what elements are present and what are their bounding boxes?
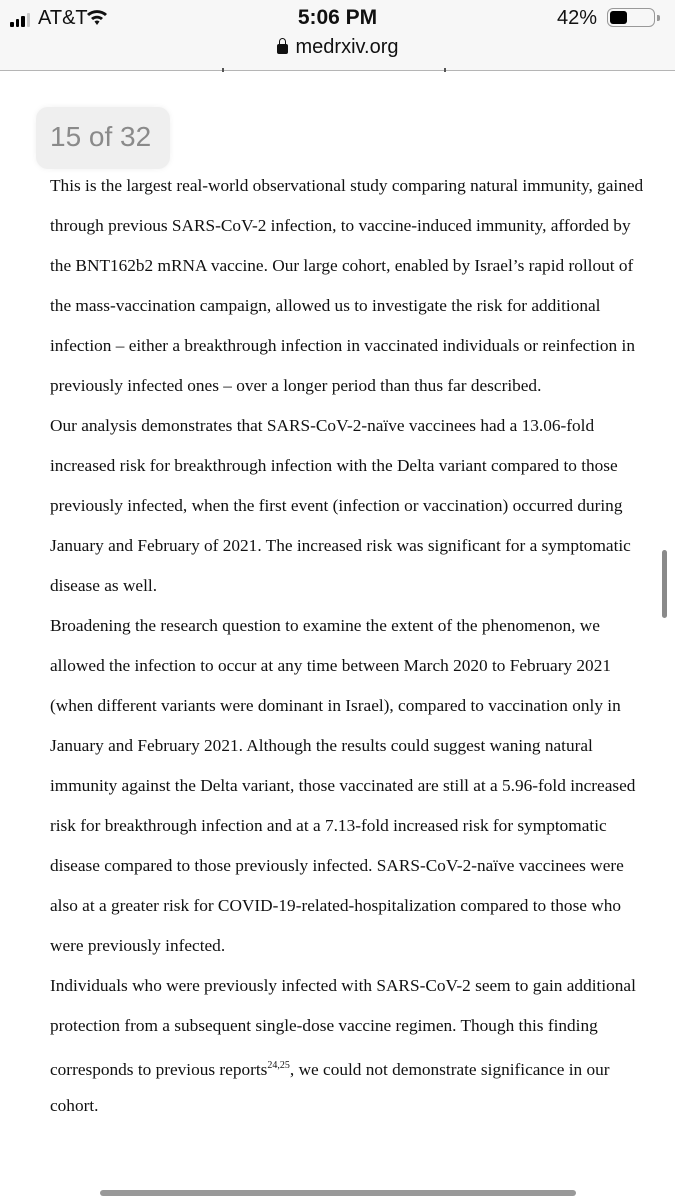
text-line: risk for breakthrough infection and at a 7.13-fold increased risk for symptomatic xyxy=(50,816,607,835)
page-indicator xyxy=(36,107,170,169)
text-line: previously infected, when the first event (infection or vaccination) occurred during xyxy=(50,496,623,515)
home-indicator[interactable] xyxy=(100,1190,576,1196)
text-line: the mass-vaccination campaign, allowed us to investigate the risk for additional xyxy=(50,296,601,315)
text-line: Individuals who were previously infected with SARS-CoV-2 seem to gain additional xyxy=(50,976,636,995)
text-segment: , we could not demonstrate significance in our xyxy=(289,1059,610,1079)
vertical-scrollbar[interactable] xyxy=(662,550,667,618)
url-text: medrxiv.org xyxy=(295,36,399,58)
text-line: through previous SARS-CoV-2 infection, to vaccine-induced immunity, afforded by xyxy=(50,216,631,235)
text-segment: corresponds to previous reports xyxy=(50,1059,268,1079)
text-line: disease as well. xyxy=(50,576,158,595)
document-body xyxy=(50,172,650,1132)
text-line-with-citation xyxy=(50,1052,650,1092)
text-line: (when different variants were dominant in Israel), compared to vaccination only in xyxy=(50,696,621,715)
text-line: allowed the infection to occur at any time between March 2020 to February 2021 xyxy=(50,656,611,675)
text-line: January and February 2021. Although the results could suggest waning natural xyxy=(50,736,593,755)
clipped-text-fragment xyxy=(222,68,224,72)
clock: 5:06 PM xyxy=(297,6,378,29)
lock-icon xyxy=(277,44,288,54)
text-line: were previously infected. xyxy=(50,936,226,955)
text-line: the BNT162b2 mRNA vaccine. Our large cohort, enabled by Israel’s rapid rollout of xyxy=(50,256,634,275)
carrier-label: AT&T xyxy=(38,7,88,29)
text-line: infection – either a breakthrough infection in vaccinated individuals or reinfection in xyxy=(50,336,635,355)
text-line: increased risk for breakthrough infection with the Delta variant compared to those xyxy=(50,456,618,475)
page-indicator-label: 15 of 32 xyxy=(50,121,152,152)
citation-superscript[interactable]: 24,25 xyxy=(267,1060,290,1071)
browser-top-bar xyxy=(0,0,675,71)
text-line: This is the largest real-world observational study comparing natural immunity, gained xyxy=(50,176,644,195)
text-line: disease compared to those previously infected. SARS-CoV-2-naïve vaccinees were xyxy=(50,856,624,875)
text-line: cohort. xyxy=(50,1096,99,1115)
text-line: also at a greater risk for COVID-19-related-hospitalization compared to those who xyxy=(50,896,622,915)
text-line: protection from a subsequent single-dose vaccine regimen. Though this finding xyxy=(50,1016,598,1035)
text-line: January and February of 2021. The increased risk was significant for a symptomatic xyxy=(50,536,631,555)
text-line: immunity against the Delta variant, those vaccinated are still at a 5.96-fold increased xyxy=(50,776,636,795)
address-bar[interactable] xyxy=(0,36,675,59)
text-line: Our analysis demonstrates that SARS-CoV-2-naïve vaccinees had a 13.06-fold xyxy=(50,416,595,435)
clipped-text-fragment xyxy=(444,68,446,72)
text-line: Broadening the research question to examine the extent of the phenomenon, we xyxy=(50,616,600,635)
battery-percent: 42% xyxy=(556,7,597,29)
text-line: previously infected ones – over a longer period than thus far described. xyxy=(50,376,542,395)
battery-icon xyxy=(607,8,655,27)
